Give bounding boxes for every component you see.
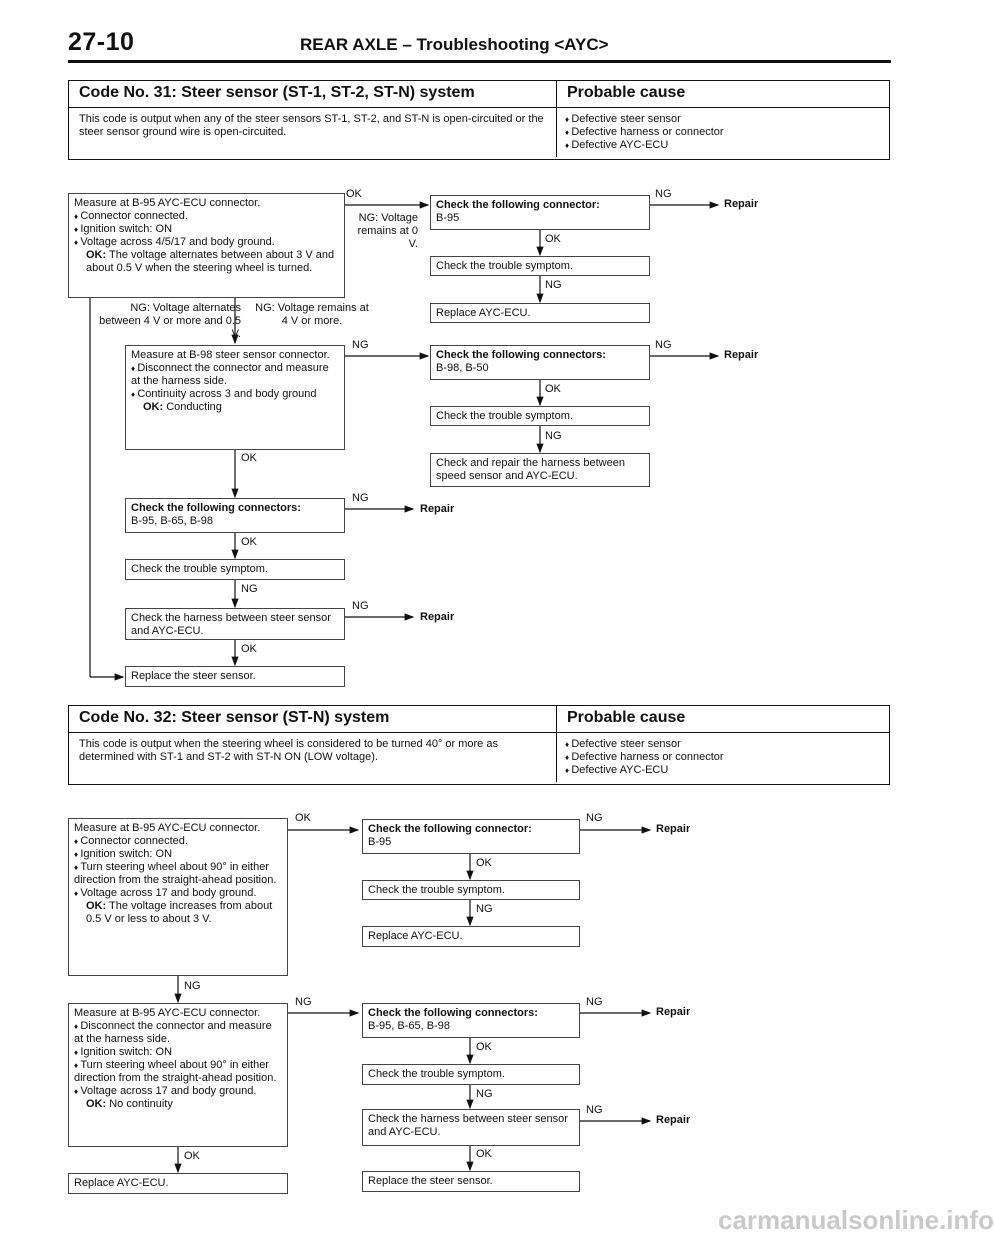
step-title: Measure at B-95 AYC-ECU connector. bbox=[74, 1007, 261, 1019]
c31-harness-speed: Check and repair the harness between speed sensor and AYC-ECU. bbox=[430, 453, 650, 487]
step-item: ♦ Ignition switch: ON bbox=[74, 848, 282, 861]
ok-label: OK: bbox=[86, 249, 107, 261]
step-title: Measure at B-95 AYC-ECU connector. bbox=[74, 822, 261, 834]
step-item: ♦ Turn steering wheel about 90° in either direction from the straight-ahead position. bbox=[74, 1059, 282, 1085]
step-title: Check the following connector: bbox=[368, 823, 532, 835]
code32-cause-header: Probable cause bbox=[567, 709, 686, 726]
step-title: Check the following connectors: bbox=[368, 1007, 538, 1019]
code32-table bbox=[68, 705, 890, 785]
c31-check-3conn bbox=[125, 498, 345, 533]
c32-check-3conn bbox=[362, 1003, 580, 1038]
c31-measure-b95 bbox=[68, 193, 345, 298]
cause-item: ♦ Defective steer sensor bbox=[565, 738, 724, 751]
cause-item: ♦ Defective harness or connector bbox=[565, 751, 724, 764]
step-item: ♦ Voltage across 17 and body ground. bbox=[74, 887, 282, 900]
c32-measure-b95-connected bbox=[68, 818, 288, 976]
label-ok: OK bbox=[241, 643, 257, 655]
step-item: ♦ Turn steering wheel about 90° in either direction from the straight-ahead position. bbox=[74, 861, 282, 887]
cause-item: ♦ Defective harness or connector bbox=[565, 126, 724, 139]
c32-trouble-d: Check the trouble symptom. bbox=[362, 1064, 580, 1085]
ok-criteria bbox=[74, 1098, 282, 1111]
step-title: Check the following connectors: bbox=[131, 502, 301, 514]
label-ng: NG bbox=[352, 492, 369, 504]
repair-text: Repair bbox=[420, 503, 455, 515]
ok-label: OK: bbox=[86, 1098, 107, 1110]
c32-trouble-a: Check the trouble symptom. bbox=[362, 880, 580, 900]
label-ng: NG bbox=[476, 903, 493, 915]
page-number: 27-10 bbox=[68, 28, 135, 56]
label-ng-remains-0: NG: Voltage remains at 0 V. bbox=[357, 212, 418, 250]
label-ok: OK bbox=[476, 1041, 492, 1053]
label-ok: OK bbox=[545, 383, 561, 395]
label-ng: NG bbox=[586, 1104, 603, 1116]
repair-text: Repair bbox=[656, 823, 691, 835]
label-ng: NG bbox=[586, 996, 603, 1008]
label-ok: OK bbox=[184, 1150, 200, 1162]
c31-replace-ecu: Replace AYC-ECU. bbox=[430, 303, 650, 323]
step-item: ♦ Connector connected. bbox=[74, 835, 282, 848]
step-sub: B-95 bbox=[436, 212, 460, 224]
c31-trouble-a: Check the trouble symptom. bbox=[430, 256, 650, 276]
label-ok: OK bbox=[545, 233, 561, 245]
step-item: ♦ Continuity across 3 and body ground bbox=[131, 388, 339, 401]
step-item: ♦ Voltage across 17 and body ground. bbox=[74, 1085, 282, 1098]
label-ok: OK bbox=[346, 188, 362, 200]
cause-item: ♦ Defective AYC-ECU bbox=[565, 764, 724, 777]
label-ng: NG bbox=[352, 339, 369, 351]
label-ok: OK bbox=[241, 536, 257, 548]
c32-measure-b95-disconnected bbox=[68, 1003, 288, 1147]
repair-text: Repair bbox=[724, 349, 759, 361]
step-item: ♦ Voltage across 4/5/17 and body ground. bbox=[74, 236, 339, 249]
ok-text: The voltage increases from about 0.5 V or less to about 3 V. bbox=[86, 900, 273, 925]
c32-replace-ecu-a: Replace AYC-ECU. bbox=[362, 926, 580, 947]
ok-text: No continuity bbox=[109, 1098, 173, 1110]
label-ok: OK bbox=[295, 812, 311, 824]
label-ng: NG bbox=[655, 188, 672, 200]
c31-measure-b98 bbox=[125, 345, 345, 450]
label-ng: NG bbox=[241, 583, 258, 595]
label-ng: NG bbox=[545, 279, 562, 291]
cause-item: ♦ Defective steer sensor bbox=[565, 113, 724, 126]
ok-criteria bbox=[74, 249, 339, 275]
step-title: Measure at B-98 steer sensor connector. bbox=[131, 349, 330, 361]
c31-harness-steer: Check the harness between steer sensor and AYC-ECU. bbox=[125, 608, 345, 640]
c32-replace-ecu-b: Replace AYC-ECU. bbox=[68, 1173, 288, 1194]
step-item: ♦ Connector connected. bbox=[74, 210, 339, 223]
label-ng: NG bbox=[476, 1088, 493, 1100]
code32-causes bbox=[557, 733, 732, 782]
ok-criteria bbox=[131, 401, 339, 414]
label-ng: NG bbox=[655, 339, 672, 351]
repair-text: Repair bbox=[420, 611, 455, 623]
label-ng: NG bbox=[295, 996, 312, 1008]
c31-check-b98 bbox=[430, 345, 650, 380]
step-sub: B-95 bbox=[368, 836, 392, 848]
ok-text: Conducting bbox=[166, 401, 222, 413]
repair-text: Repair bbox=[656, 1006, 691, 1018]
ok-label: OK: bbox=[86, 900, 107, 912]
ok-criteria bbox=[74, 900, 282, 926]
c32-replace-steer: Replace the steer sensor. bbox=[362, 1171, 580, 1192]
step-item: ♦ Disconnect the connector and measure at the harness side. bbox=[74, 1020, 282, 1046]
c32-check-b95 bbox=[362, 819, 580, 854]
cause-item: ♦ Defective AYC-ECU bbox=[565, 139, 724, 152]
step-sub: B-95, B-65, B-98 bbox=[368, 1020, 450, 1032]
code31-cause-header: Probable cause bbox=[567, 84, 686, 101]
label-ng: NG bbox=[586, 812, 603, 824]
code31-title: Code No. 31: Steer sensor (ST-1, ST-2, ST-N) system bbox=[69, 81, 557, 107]
code32-description: This code is output when the steering wheel is considered to be turned 40° or more as determined with ST-1 and ST-2 with ST-N ON (LOW voltage). bbox=[69, 733, 557, 782]
label-ng-remains-4: NG: Voltage remains at 4 V or more. bbox=[255, 302, 369, 327]
c31-trouble-d: Check the trouble symptom. bbox=[430, 406, 650, 426]
c31-replace-steer: Replace the steer sensor. bbox=[125, 666, 345, 687]
step-title: Measure at B-95 AYC-ECU connector. bbox=[74, 197, 261, 209]
code32-title: Code No. 32: Steer sensor (ST-N) system bbox=[69, 706, 557, 732]
label-ng: NG bbox=[352, 600, 369, 612]
step-item: ♦ Ignition switch: ON bbox=[74, 223, 339, 236]
step-item: ♦ Ignition switch: ON bbox=[74, 1046, 282, 1059]
ok-label: OK: bbox=[143, 401, 164, 413]
label-ok: OK bbox=[476, 1148, 492, 1160]
step-sub: B-95, B-65, B-98 bbox=[131, 515, 213, 527]
step-sub: B-98, B-50 bbox=[436, 362, 489, 374]
label-ng-alternates: NG: Voltage alternates between 4 V or more and 0.5 V. bbox=[99, 302, 241, 340]
watermark: carmanualsonline.info bbox=[718, 1205, 994, 1235]
code31-description: This code is output when any of the steer sensors ST-1, ST-2, and ST-N is open-circuited or the steer sensor ground wire is open-circuited. bbox=[69, 108, 557, 157]
ok-text: The voltage alternates between about 3 V and about 0.5 V when the steering wheel is turned. bbox=[86, 249, 335, 274]
label-ng: NG bbox=[184, 980, 201, 992]
label-ng: NG bbox=[545, 430, 562, 442]
repair-text: Repair bbox=[724, 198, 759, 210]
step-item: ♦ Disconnect the connector and measure at the harness side. bbox=[131, 362, 339, 388]
c31-trouble-f: Check the trouble symptom. bbox=[125, 559, 345, 580]
step-title: Check the following connectors: bbox=[436, 349, 606, 361]
repair-text: Repair bbox=[656, 1114, 691, 1126]
c31-check-b95 bbox=[430, 195, 650, 230]
step-title: Check the following connector: bbox=[436, 199, 600, 211]
page-title: REAR AXLE – Troubleshooting <AYC> bbox=[300, 35, 609, 54]
label-ok: OK bbox=[476, 857, 492, 869]
label-ok: OK bbox=[241, 452, 257, 464]
c32-harness-steer: Check the harness between steer sensor and AYC-ECU. bbox=[362, 1109, 580, 1146]
